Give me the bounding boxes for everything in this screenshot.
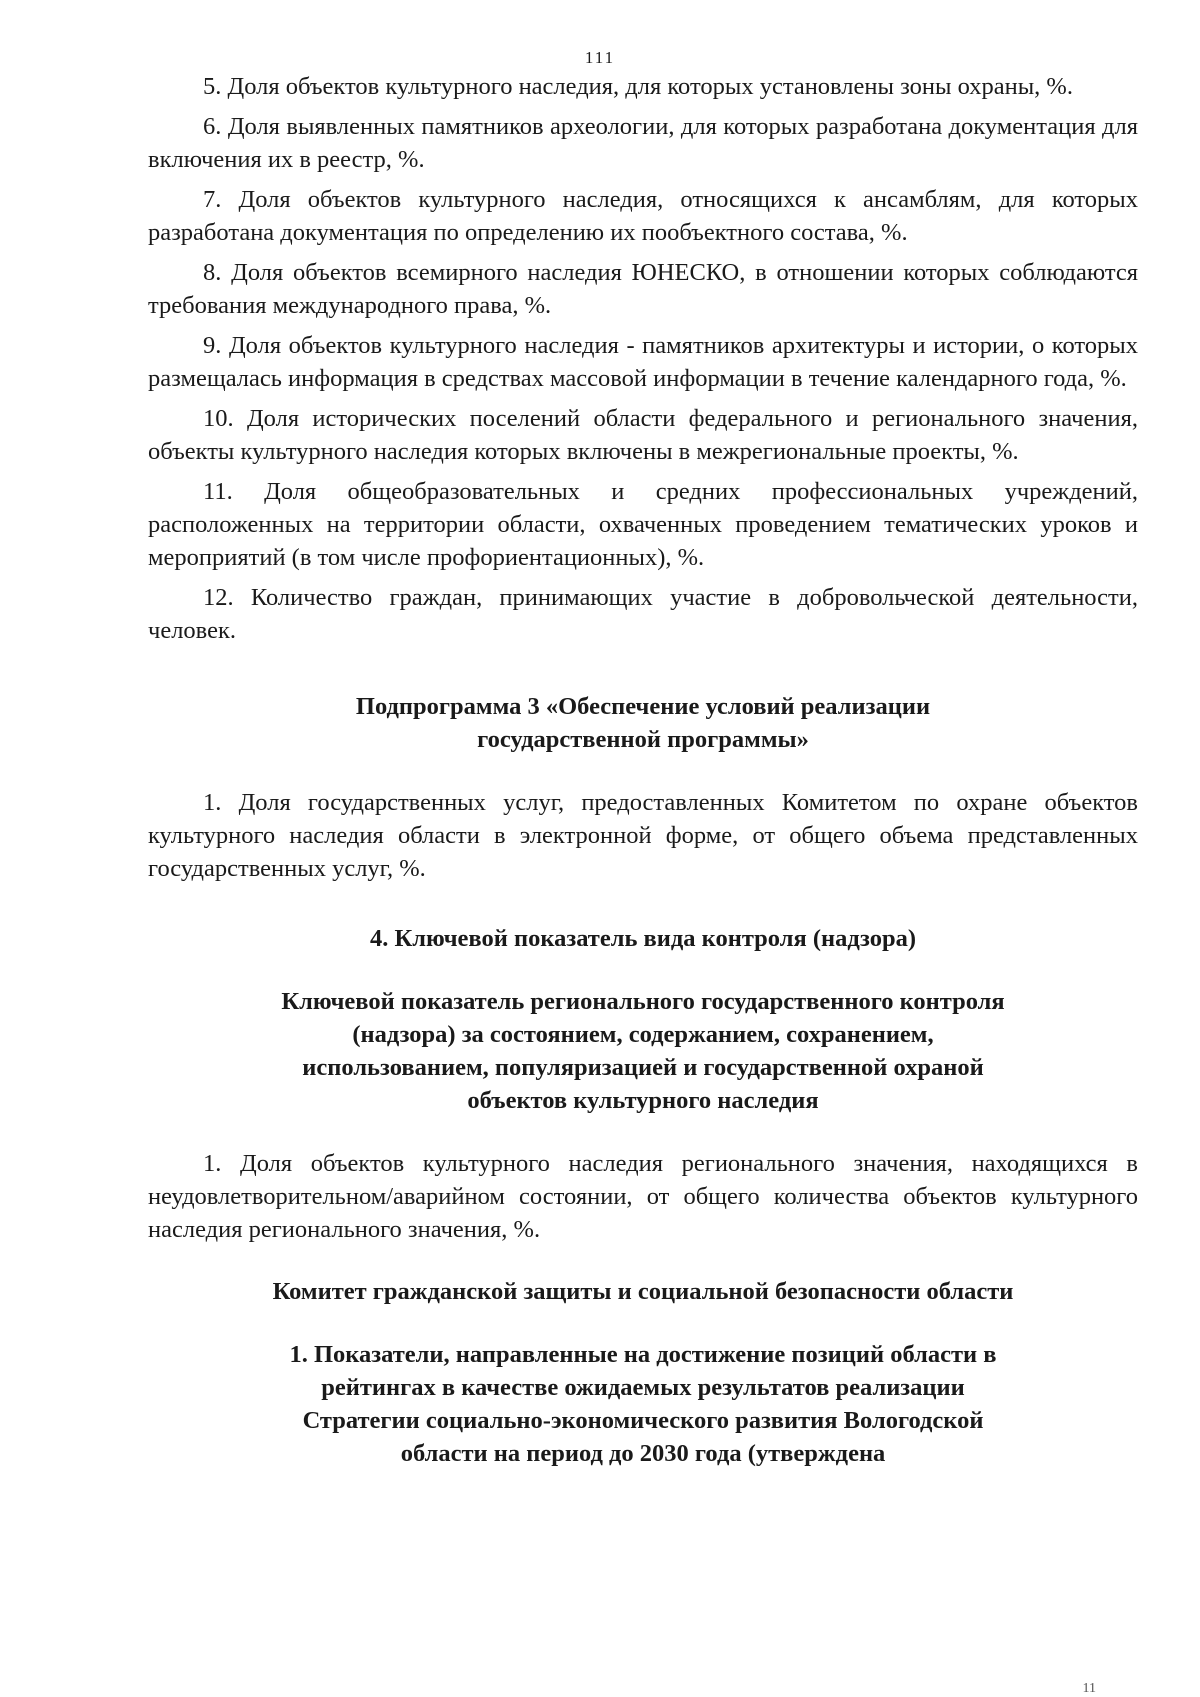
section4-subheading: Ключевой показатель регионального государственного контроля (надзора) за состоянием, содержанием, сохранением, использованием, популяризацией и государственной охраной объектов культурного наследия	[281, 988, 1005, 1114]
section4-heading: 4. Ключевой показатель вида контроля (надзора)	[369, 925, 917, 952]
corner-mark: 11	[1082, 1681, 1096, 1696]
committee-heading: Комитет гражданской защиты и социальной безопасности области	[272, 1278, 1014, 1305]
paragraph-item-10: 10. Доля исторических поселений области федерального и регионального значения, объекты культурного наследия которых включены в межрегиональные проекты, %.	[148, 405, 1138, 465]
document-body	[148, 70, 1138, 1470]
paragraph-item-7: 7. Доля объектов культурного наследия, относящихся к ансамблям, для которых разработана документация по определению их пообъектного состава, %.	[148, 186, 1138, 246]
section4-item-1: 1. Доля объектов культурного наследия регионального значения, находящихся в неудовлетворительном/аварийном состоянии, от общего количества объектов культурного наследия регионального значения, %.	[148, 1150, 1138, 1243]
paragraph-item-9: 9. Доля объектов культурного наследия - памятников архитектуры и истории, о которых размещалась информация в средствах массовой информации в течение календарного года, %.	[148, 332, 1138, 392]
paragraph-item-8: 8. Доля объектов всемирного наследия ЮНЕСКО, в отношении которых соблюдаются требования международного права, %.	[148, 259, 1138, 319]
committee-section1-heading: 1. Показатели, направленные на достижение позиций области в рейтингах в качестве ожидаемых результатов реализации Стратегии социально-экономического развития Вологодской области на период до 2030 года (утверждена	[289, 1341, 997, 1467]
subprogram3-item-1: 1. Доля государственных услуг, предоставленных Комитетом по охране объектов культурного наследия области в электронной форме, от общего объема представленных государственных услуг, %.	[148, 789, 1138, 882]
paragraph-item-5: 5. Доля объектов культурного наследия, для которых установлены зоны охраны, %.	[203, 73, 1073, 100]
paragraph-item-6: 6. Доля выявленных памятников археологии, для которых разработана документация для включения их в реестр, %.	[148, 113, 1138, 173]
paragraph-item-11: 11. Доля общеобразовательных и средних профессиональных учреждений, расположенных на территории области, охваченных проведением тематических уроков и мероприятий (в том числе профориентационных), %.	[148, 478, 1138, 571]
paragraph-item-12: 12. Количество граждан, принимающих участие в добровольческой деятельности, человек.	[148, 584, 1138, 644]
page-number: 111	[584, 48, 616, 67]
subprogram3-heading: Подпрограмма 3 «Обеспечение условий реализации государственной программы»	[355, 693, 931, 753]
